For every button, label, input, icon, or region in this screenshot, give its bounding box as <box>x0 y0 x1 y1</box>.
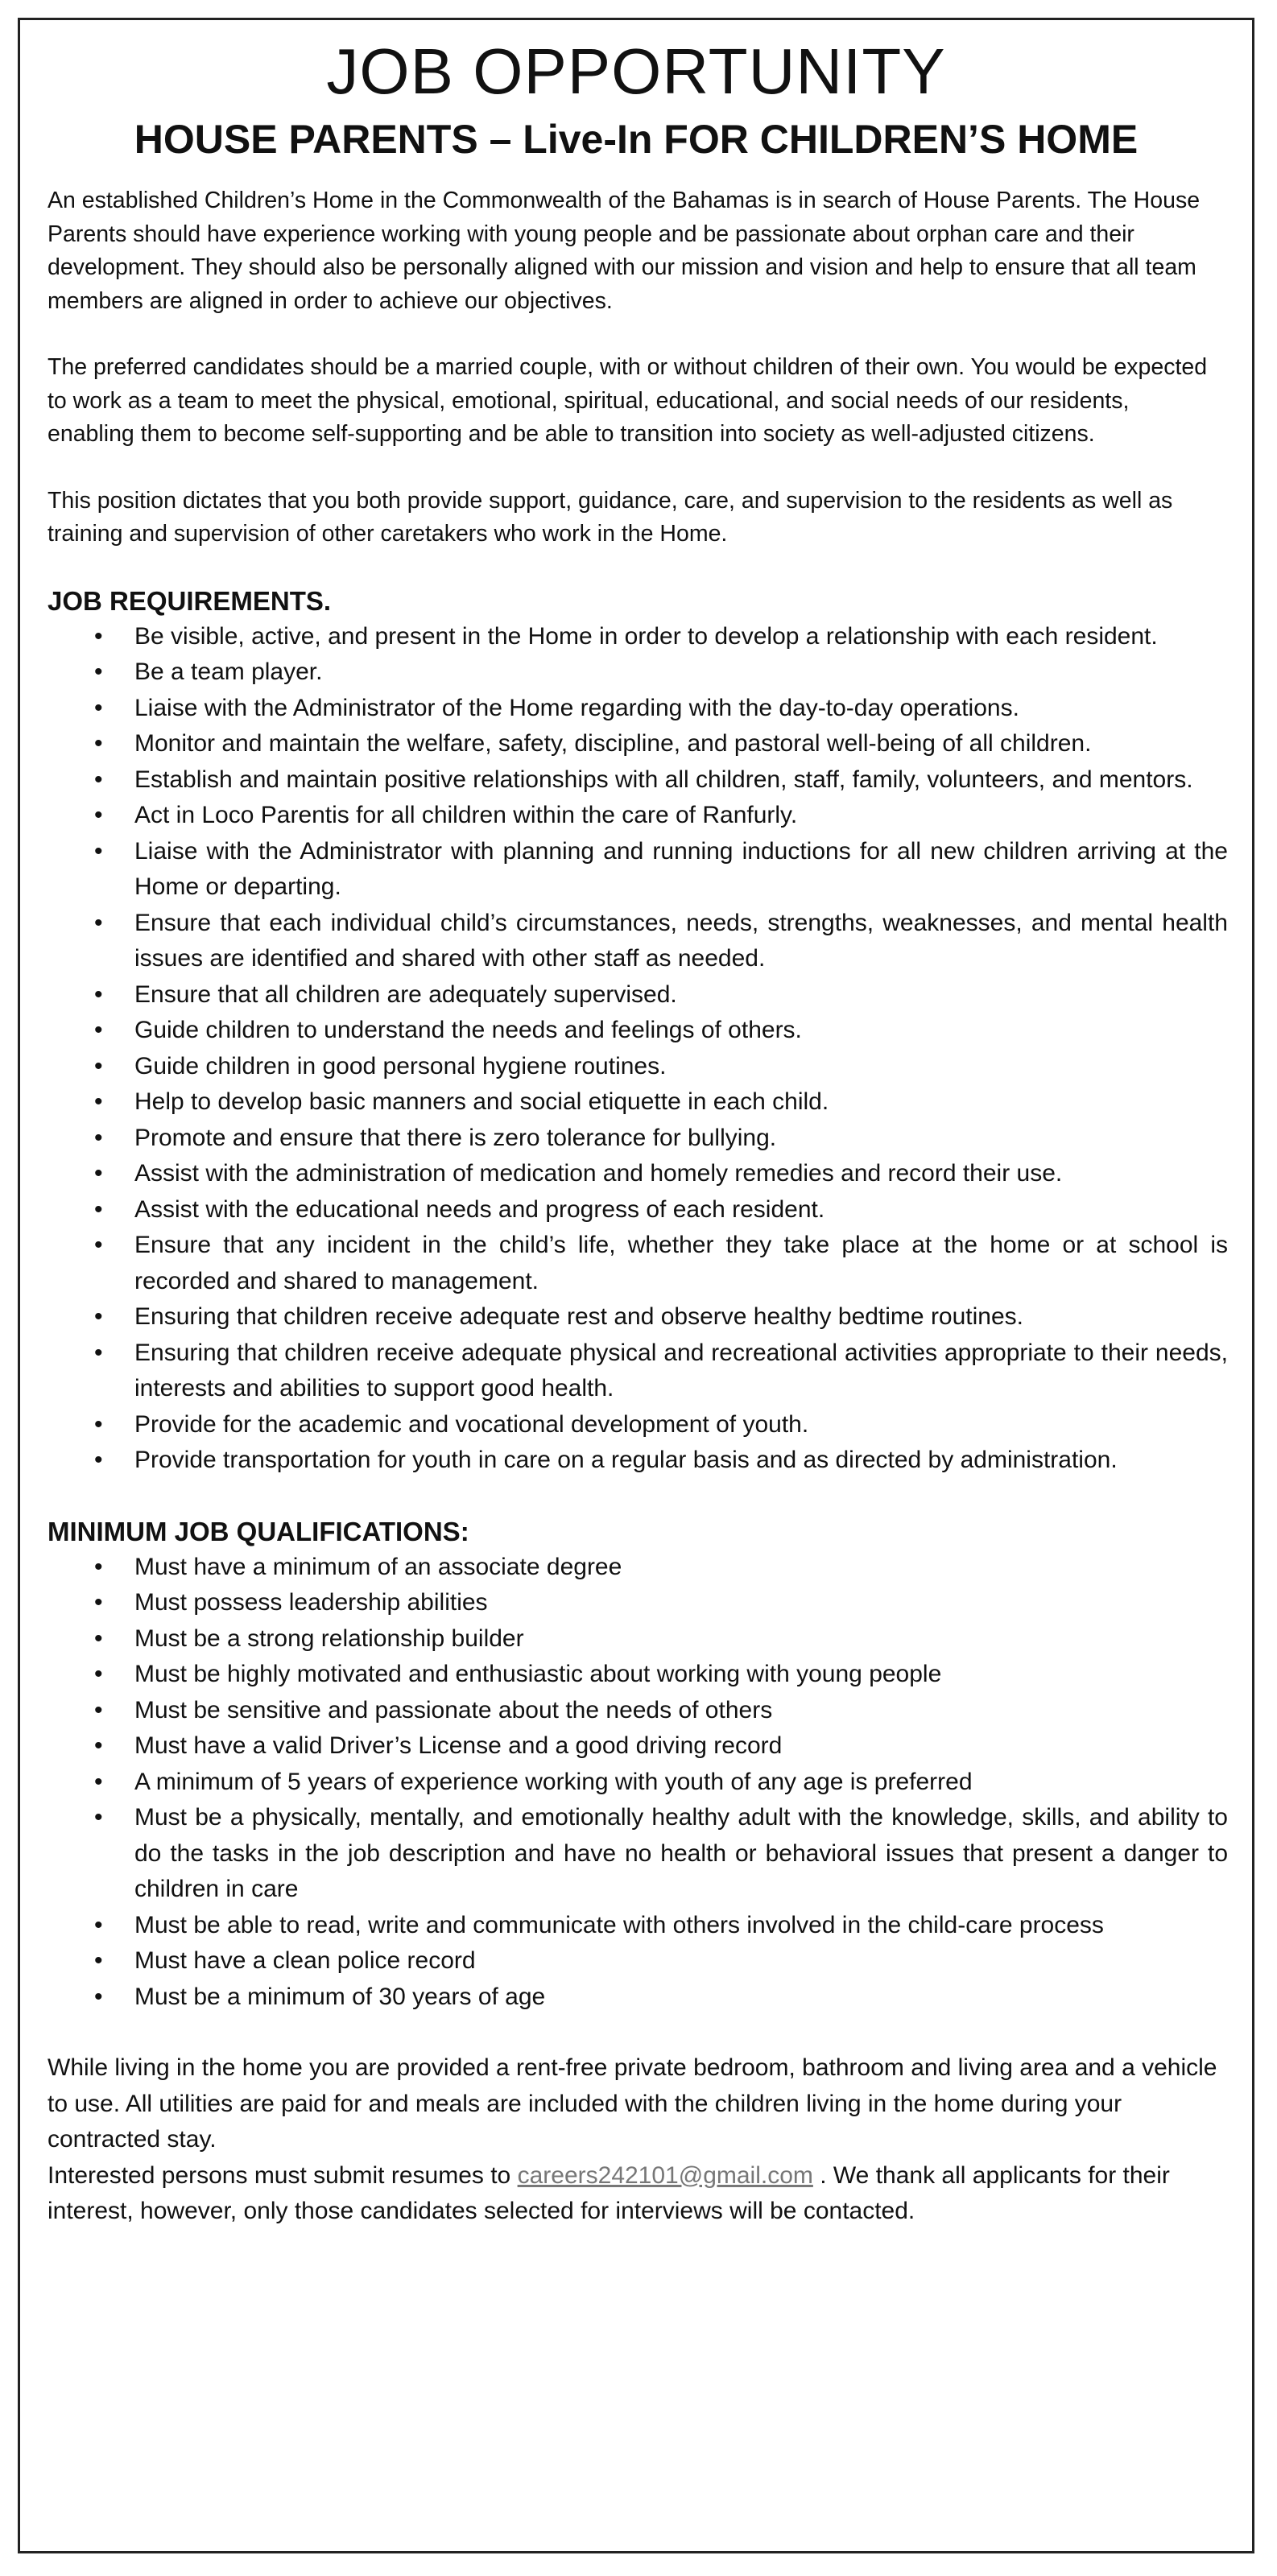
list-item-text: Must be a strong relationship builder <box>134 1624 524 1652</box>
bullet-icon: • <box>94 1732 103 1759</box>
intro-paragraph-2: The preferred candidates should be a married couple, with or without children of their own. You would be expected to work as a team to meet the physical, emotional, spiritual, educational, and social needs of our residents, enabling them to become self-supporting and be able to transition into society as well-adjusted citizens. <box>48 354 1208 447</box>
list-item <box>48 1943 1228 1979</box>
bullet-icon: • <box>94 1124 103 1151</box>
list-item-text: Must be able to read, write and communicate with others involved in the child-care process <box>134 1911 1104 1938</box>
list-item <box>48 691 1228 727</box>
list-item-text: Be a team player. <box>134 658 323 685</box>
list-item-text: Promote and ensure that there is zero tolerance for bullying. <box>134 1124 777 1151</box>
intro-paragraph-1: An established Children’s Home in the Commonwealth of the Bahamas is in search of House Parents. The House Parents should have experience working with young people and be passionate about orphan care and their development. They should also be personally aligned with our mission and vision and help to ensure that all team members are aligned in order to achieve our objectives. <box>48 188 1201 314</box>
bullet-icon: • <box>94 1696 103 1724</box>
email-link[interactable]: careers242101@gmail.com <box>517 2161 813 2189</box>
bullet-icon: • <box>94 1017 103 1043</box>
bullet-icon: • <box>94 1911 103 1938</box>
list-item <box>48 1765 1228 1801</box>
list-item-text: Must have a valid Driver’s License and a good driving record <box>134 1732 783 1759</box>
list-item-text: Guide children in good personal hygiene routines. <box>134 1052 667 1080</box>
list-item <box>48 1121 1228 1157</box>
list-item-text: A minimum of 5 years of experience working with youth of any age is preferred <box>134 1768 973 1795</box>
page-subtitle: HOUSE PARENTS – Live-In FOR CHILDREN’S HOME <box>134 117 1139 162</box>
list-item <box>48 1407 1228 1443</box>
list-item-text: Establish and maintain positive relationships with all children, staff, family, volunteers, and mentors. <box>134 766 1193 793</box>
bullet-icon: • <box>94 1052 103 1080</box>
intro-paragraph-3: This position dictates that you both provide support, guidance, care, and supervision to the residents as well as training and supervision of other caretakers who work in the Home. <box>48 487 1173 547</box>
list-item-text: Provide transportation for youth in care on a regular basis and as directed by administration. <box>134 1447 1118 1473</box>
bullet-icon: • <box>94 622 103 650</box>
bullet-icon: • <box>94 1088 103 1115</box>
bullet-icon: • <box>94 1160 103 1187</box>
list-item-text: Provide for the academic and vocational development of youth. <box>134 1410 809 1438</box>
list-item-text: Must be a physically, mentally, and emotionally healthy adult with the knowledge, skills, and ability to do the tasks in the job description and have no health or behavioral issues that present a danger to children in care <box>134 1804 1228 1902</box>
list-item <box>48 906 1228 977</box>
list-item <box>48 1979 1228 2016</box>
list-item <box>48 1156 1228 1192</box>
list-item <box>48 726 1228 762</box>
list-item-text: Must be a minimum of 30 years of age <box>134 1983 546 2010</box>
list-item <box>48 1084 1228 1121</box>
bullet-icon: • <box>94 1589 103 1616</box>
list-item <box>48 1621 1228 1657</box>
list-item <box>48 977 1228 1013</box>
bullet-icon: • <box>94 802 103 828</box>
list-item <box>48 1550 1228 1586</box>
list-item-text: Ensure that each individual child’s circumstances, needs, strengths, weaknesses, and mental health issues are identified and shared with other staff as needed. <box>134 909 1228 972</box>
bullet-icon: • <box>94 1195 103 1223</box>
bullet-icon: • <box>94 1624 103 1652</box>
list-item-text: Must possess leadership abilities <box>134 1589 488 1616</box>
list-item <box>48 619 1228 655</box>
list-item-text: Monitor and maintain the welfare, safety, discipline, and pastoral well-being of all children. <box>134 730 1092 757</box>
list-item <box>48 1013 1228 1049</box>
list-item-text: Ensuring that children receive adequate rest and observe healthy bedtime routines. <box>134 1303 1024 1330</box>
bullet-icon: • <box>94 766 103 793</box>
list-item <box>48 1049 1228 1085</box>
list-item-text: Be visible, active, and present in the Home in order to develop a relationship with each resident. <box>134 622 1158 650</box>
list-item-text: Ensuring that children receive adequate physical and recreational activities appropriate to their needs, interests and abilities to support good health. <box>134 1339 1228 1402</box>
list-item-text: Must have a minimum of an associate degree <box>134 1553 622 1580</box>
list-item <box>48 1192 1228 1228</box>
list-item-text: Assist with the educational needs and progress of each resident. <box>134 1195 825 1223</box>
apply-paragraph <box>48 2158 1228 2230</box>
bullet-icon: • <box>94 1983 103 2010</box>
list-item-text: Act in Loco Parentis for all children within the care of Ranfurly. <box>134 802 798 828</box>
intro-section <box>48 184 1220 551</box>
bullet-icon: • <box>94 1447 103 1473</box>
list-item-text: Liaise with the Administrator of the Home regarding with the day-to-day operations. <box>134 694 1019 721</box>
list-item <box>48 1657 1228 1693</box>
bullet-icon: • <box>94 1768 103 1795</box>
list-item <box>48 1228 1228 1299</box>
list-item <box>48 654 1228 691</box>
bullet-icon: • <box>94 1804 103 1831</box>
bullet-icon: • <box>94 1339 103 1366</box>
closing-section <box>48 2050 1228 2230</box>
list-item <box>48 1443 1228 1479</box>
list-item <box>48 762 1228 799</box>
list-item-text: Guide children to understand the needs and feelings of others. <box>134 1017 802 1043</box>
list-item <box>48 1693 1228 1729</box>
list-item-text: Ensure that any incident in the child’s life, whether they take place at the home or at school is recorded and shared to management. <box>134 1232 1228 1294</box>
requirements-list <box>48 619 1228 1479</box>
job-posting-document <box>18 18 1254 2553</box>
list-item <box>48 1585 1228 1621</box>
list-item-text: Assist with the administration of medication and homely remedies and record their use. <box>134 1160 1063 1187</box>
list-item-text: Must have a clean police record <box>134 1947 476 1974</box>
bullet-icon: • <box>94 694 103 721</box>
bullet-icon: • <box>94 1232 103 1258</box>
apply-suffix: . We thank all applicants for their interest, however, only those candidates selected for interviews will be contacted. <box>48 2161 1170 2224</box>
list-item <box>48 834 1228 906</box>
bullet-icon: • <box>94 1410 103 1438</box>
qualifications-list <box>48 1550 1228 2016</box>
list-item <box>48 1728 1228 1765</box>
bullet-icon: • <box>94 1553 103 1580</box>
bullet-icon: • <box>94 1661 103 1687</box>
bullet-icon: • <box>94 909 103 936</box>
bullet-icon: • <box>94 980 103 1008</box>
bullet-icon: • <box>94 1947 103 1974</box>
list-item <box>48 1800 1228 1908</box>
bullet-icon: • <box>94 1303 103 1330</box>
list-item-text: Ensure that all children are adequately supervised. <box>134 980 677 1008</box>
requirements-heading: JOB REQUIREMENTS. <box>48 585 332 616</box>
qualifications-heading: MINIMUM JOB QUALIFICATIONS: <box>48 1516 469 1546</box>
benefits-paragraph: While living in the home you are provided a rent-free private bedroom, bathroom and living area and a vehicle to use. All utilities are paid for and meals are included with the children living in the home during your contracted stay. <box>48 2054 1217 2153</box>
list-item <box>48 1908 1228 1944</box>
bullet-icon: • <box>94 837 103 865</box>
list-item-text: Must be sensitive and passionate about the needs of others <box>134 1696 773 1724</box>
page-title: JOB OPPORTUNITY <box>326 35 946 107</box>
list-item-text: Must be highly motivated and enthusiastic about working with young people <box>134 1661 942 1687</box>
list-item-text: Liaise with the Administrator with planning and running inductions for all new children arriving at the Home or departing. <box>134 837 1228 900</box>
apply-prefix: Interested persons must submit resumes to <box>48 2161 511 2189</box>
bullet-icon: • <box>94 730 103 757</box>
list-item <box>48 798 1228 834</box>
bullet-icon: • <box>94 658 103 685</box>
list-item <box>48 1335 1228 1407</box>
list-item-text: Help to develop basic manners and social etiquette in each child. <box>134 1088 829 1115</box>
list-item <box>48 1299 1228 1335</box>
